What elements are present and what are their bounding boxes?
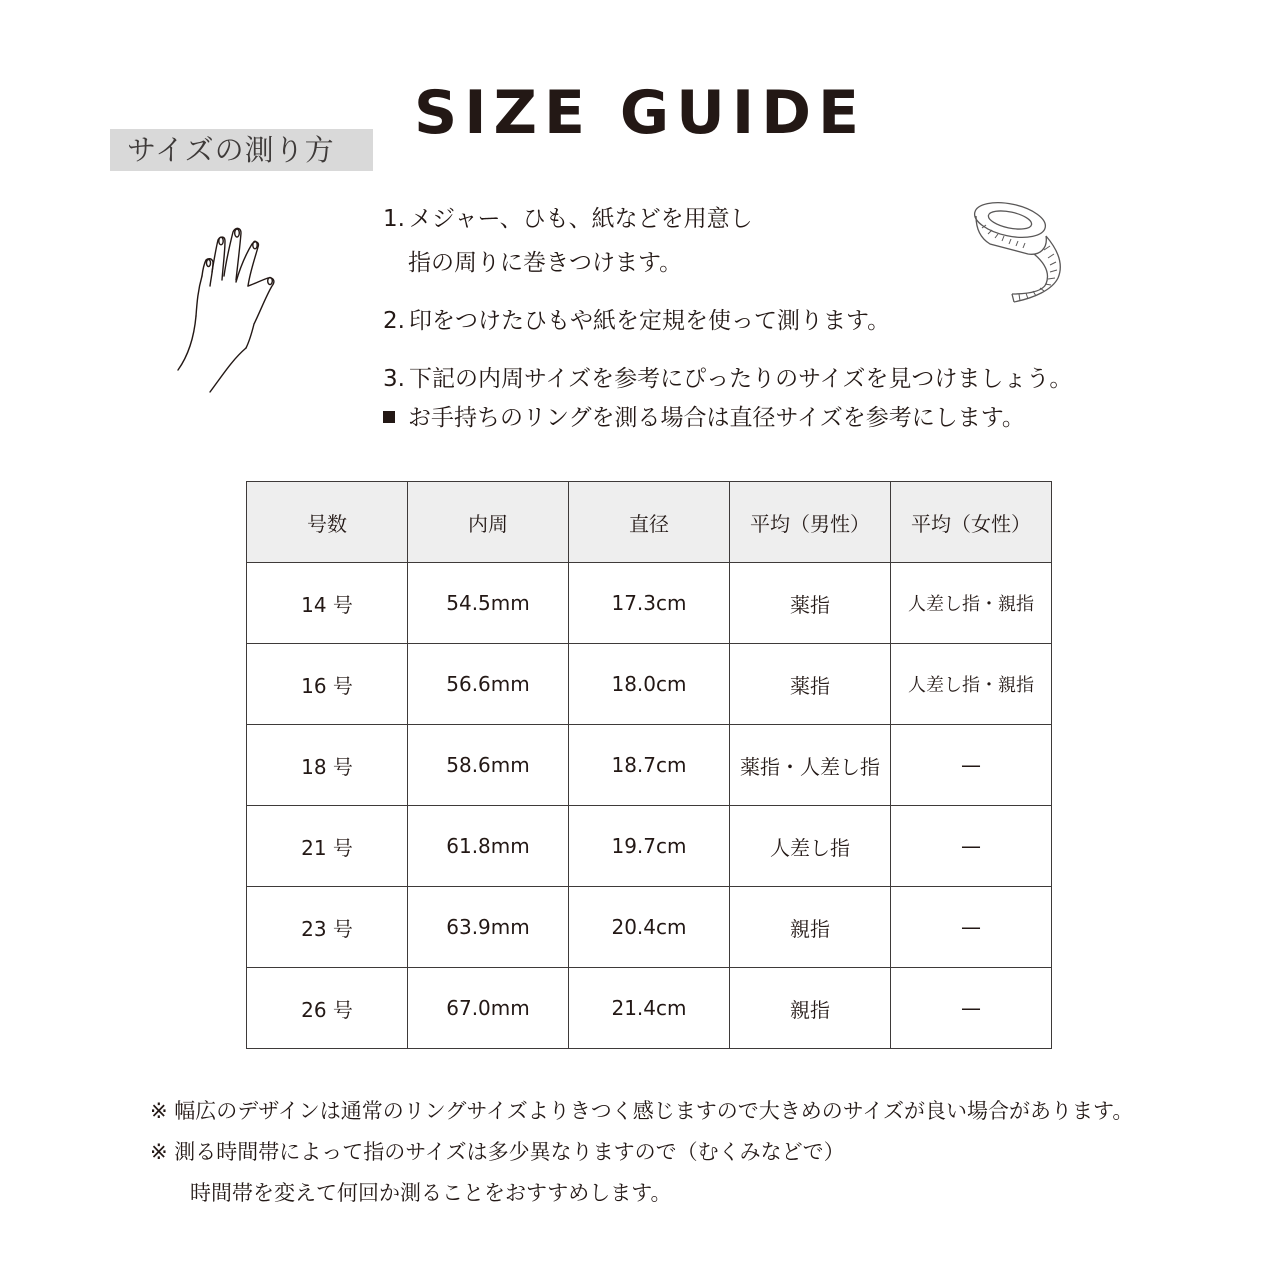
cell-size-number: 21 号 bbox=[247, 806, 408, 887]
step-1-continuation: 指の周りに巻きつけます。 bbox=[408, 250, 683, 276]
header-size-number: 号数 bbox=[247, 482, 408, 563]
cell-average-female: — bbox=[891, 968, 1052, 1049]
measuring-note-text: お手持ちのリングを測る場合は直径サイズを参考にします。 bbox=[408, 405, 1025, 431]
cell-size-number: 23 号 bbox=[247, 887, 408, 968]
cell-average-female: 人差し指・親指 bbox=[891, 563, 1052, 644]
size-table bbox=[246, 481, 1052, 1049]
cell-average-male: 親指 bbox=[730, 968, 891, 1049]
cell-size-number: 18 号 bbox=[247, 725, 408, 806]
cell-size-number: 16 号 bbox=[247, 644, 408, 725]
table-row bbox=[247, 806, 1052, 887]
measuring-note bbox=[383, 403, 1025, 433]
cell-average-female: — bbox=[891, 806, 1052, 887]
cell-average-female: — bbox=[891, 887, 1052, 968]
step-3-text: 下記の内周サイズを参考にぴったりのサイズを見つけましょう。 bbox=[409, 366, 1073, 392]
cell-average-female: — bbox=[891, 725, 1052, 806]
cell-average-male: 薬指 bbox=[730, 563, 891, 644]
cell-size-number: 26 号 bbox=[247, 968, 408, 1049]
cell-inner-circumference: 67.0mm bbox=[408, 968, 569, 1049]
measuring-tape-icon bbox=[968, 198, 1068, 308]
cell-diameter: 18.0cm bbox=[569, 644, 730, 725]
table-row bbox=[247, 644, 1052, 725]
cell-diameter: 20.4cm bbox=[569, 887, 730, 968]
footnote-time-of-day-continuation: 時間帯を変えて何回か測ることをおすすめします。 bbox=[190, 1181, 672, 1205]
cell-inner-circumference: 58.6mm bbox=[408, 725, 569, 806]
cell-average-male: 薬指・人差し指 bbox=[730, 725, 891, 806]
cell-average-female: 人差し指・親指 bbox=[891, 644, 1052, 725]
header-average-male: 平均（男性） bbox=[730, 482, 891, 563]
footnote-time-of-day: ※ 測る時間帯によって指のサイズは多少異なりますので（むくみなどで） bbox=[150, 1140, 845, 1164]
header-inner-circumference: 内周 bbox=[408, 482, 569, 563]
step-2 bbox=[383, 306, 890, 336]
header-diameter: 直径 bbox=[569, 482, 730, 563]
step-1 bbox=[383, 204, 753, 234]
cell-average-male: 親指 bbox=[730, 887, 891, 968]
table-row bbox=[247, 563, 1052, 644]
square-bullet-icon bbox=[383, 411, 395, 423]
step-1-number: 1. bbox=[383, 206, 405, 232]
method-label: サイズの測り方 bbox=[110, 129, 373, 171]
cell-diameter: 19.7cm bbox=[569, 806, 730, 887]
table-row bbox=[247, 968, 1052, 1049]
hand-icon bbox=[170, 220, 285, 395]
step-3-number: 3. bbox=[383, 366, 405, 392]
table-row bbox=[247, 887, 1052, 968]
cell-diameter: 17.3cm bbox=[569, 563, 730, 644]
step-2-text: 印をつけたひもや紙を定規を使って測ります。 bbox=[409, 308, 891, 334]
table-header-row bbox=[247, 482, 1052, 563]
step-3 bbox=[383, 364, 1072, 394]
cell-diameter: 18.7cm bbox=[569, 725, 730, 806]
cell-diameter: 21.4cm bbox=[569, 968, 730, 1049]
cell-size-number: 14 号 bbox=[247, 563, 408, 644]
cell-inner-circumference: 54.5mm bbox=[408, 563, 569, 644]
cell-average-male: 人差し指 bbox=[730, 806, 891, 887]
table-row bbox=[247, 725, 1052, 806]
page-title: SIZE GUIDE bbox=[413, 78, 866, 148]
step-1-text: メジャー、ひも、紙などを用意し bbox=[409, 206, 753, 232]
step-2-number: 2. bbox=[383, 308, 405, 334]
cell-inner-circumference: 56.6mm bbox=[408, 644, 569, 725]
cell-inner-circumference: 63.9mm bbox=[408, 887, 569, 968]
cell-inner-circumference: 61.8mm bbox=[408, 806, 569, 887]
footnote-wide-design: ※ 幅広のデザインは通常のリングサイズよりきつく感じますので大きめのサイズが良い場合があります。 bbox=[150, 1099, 1134, 1123]
cell-average-male: 薬指 bbox=[730, 644, 891, 725]
header-average-female: 平均（女性） bbox=[891, 482, 1052, 563]
